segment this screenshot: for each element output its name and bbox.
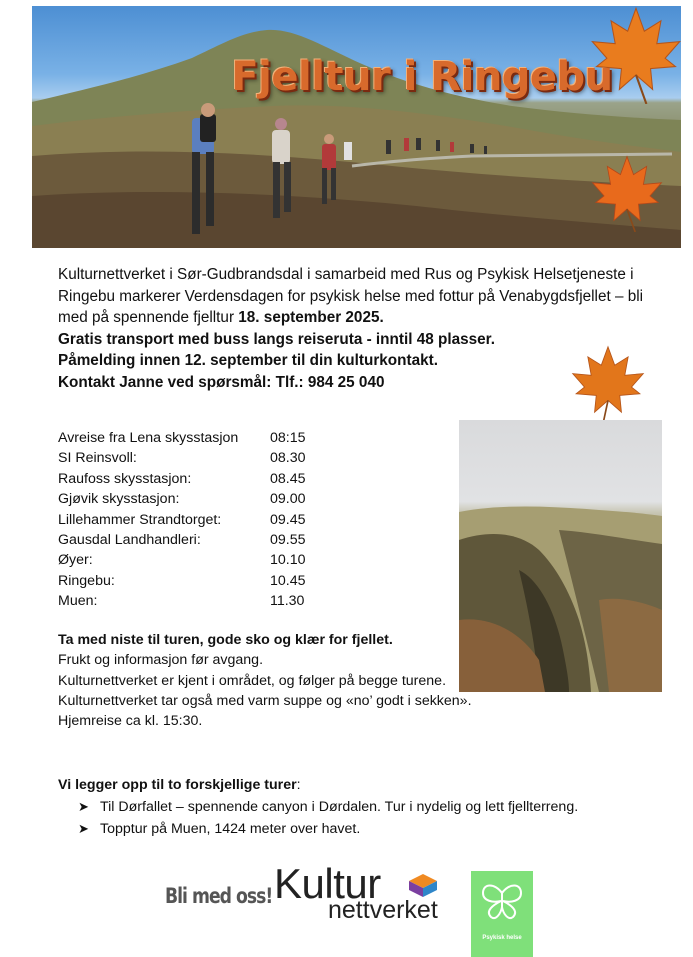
stop-time: 08.30	[270, 450, 306, 467]
schedule-row	[58, 530, 338, 550]
tour-item-text: Til Dørfallet – spennende canyon i Dørdalen. Tur i nydelig og lett fjellterreng.	[100, 799, 579, 815]
schedule-row	[58, 591, 338, 611]
kulturnettverket-logo	[274, 860, 474, 922]
logo-nettverket-text: nettverket	[328, 896, 438, 924]
poster-title: Fjelltur i Ringebu	[231, 54, 613, 100]
stop-time: 08:15	[270, 430, 306, 446]
schedule-row	[58, 489, 338, 509]
stop-time: 10.10	[270, 552, 306, 569]
psyk-label: Psykisk helse	[482, 935, 522, 941]
known-note: Kulturnettverket er kjent i området, og følger på begge turene.	[58, 672, 447, 689]
schedule-row	[58, 448, 338, 468]
tours-section	[58, 774, 658, 840]
tours-heading: Vi legger opp til to forskjellige turer	[58, 777, 297, 793]
maple-leaf-icon	[586, 150, 668, 232]
list-item	[78, 796, 658, 818]
bring-note: Ta med niste til turen, gode sko og klær for fjellet.	[58, 632, 393, 648]
schedule-row	[58, 469, 338, 489]
schedule-row	[58, 510, 338, 530]
kultur-cube-icon	[407, 872, 439, 898]
list-item	[78, 818, 658, 840]
stop-name: Gausdal Landhandleri:	[58, 532, 201, 549]
fruit-note: Frukt og informasjon før avgang.	[58, 652, 264, 669]
butterfly-icon	[471, 871, 533, 931]
trip-notes	[58, 630, 498, 731]
stop-name: Raufoss skysstasjon:	[58, 470, 192, 487]
stop-time: 11.30	[270, 593, 305, 610]
intro-paragraph-text: Kulturnettverket i Sør-Gudbrandsdal i samarbeid med Rus og Psykisk Helsetjeneste i Ringebu markerer Verdensdagen for psykisk helse med fottur på Venabygdsfjellet – bli med på spennende fjelltur	[58, 266, 644, 326]
intro-text	[58, 264, 658, 393]
schedule-row	[58, 571, 338, 591]
stop-name: Muen:	[58, 593, 98, 610]
event-date: 18. september 2025.	[238, 309, 384, 326]
arrowhead-bullet-icon: ➤	[78, 799, 89, 814]
signup-info: Påmelding innen 12. september til din kulturkontakt.	[58, 352, 438, 369]
stop-time: 09.55	[270, 532, 306, 549]
tour-item-text: Topptur på Muen, 1424 meter over havet.	[100, 821, 361, 837]
transport-info: Gratis transport med buss langs reiseruta - inntil 48 plasser.	[58, 330, 495, 348]
soup-note: Kulturnettverket tar også med varm suppe og «no’ godt i sekken».	[58, 692, 472, 709]
psykisk-helse-logo	[471, 871, 533, 957]
stop-time: 09.45	[270, 511, 306, 528]
arrowhead-bullet-icon: ➤	[78, 821, 89, 836]
return-note: Hjemreise ca kl. 15:30.	[58, 713, 203, 730]
stop-name: Øyer:	[58, 552, 93, 569]
slogan: Bli med oss!	[165, 884, 273, 908]
bus-schedule	[58, 428, 338, 612]
contact-info: Kontakt Janne ved spørsmål: Tlf.: 984 25 040	[58, 373, 385, 391]
schedule-row	[58, 428, 338, 448]
tours-heading-colon: :	[296, 777, 301, 793]
stop-name: SI Reinsvoll:	[58, 450, 137, 467]
stop-name: Gjøvik skysstasjon:	[58, 491, 180, 508]
stop-time: 09.00	[270, 491, 306, 508]
tours-list	[78, 796, 658, 840]
stop-name: Avreise fra Lena skysstasjon	[58, 430, 239, 446]
stop-time: 10.45	[270, 572, 306, 589]
stop-time: 08.45	[270, 470, 306, 487]
stop-name: Lillehammer Strandtorget:	[58, 511, 222, 528]
logo-kultur-text: Kultur	[274, 860, 381, 907]
schedule-row	[58, 550, 338, 570]
maple-leaf-icon	[584, 0, 688, 104]
intro-paragraph	[58, 264, 658, 329]
stop-name: Ringebu:	[58, 572, 115, 589]
